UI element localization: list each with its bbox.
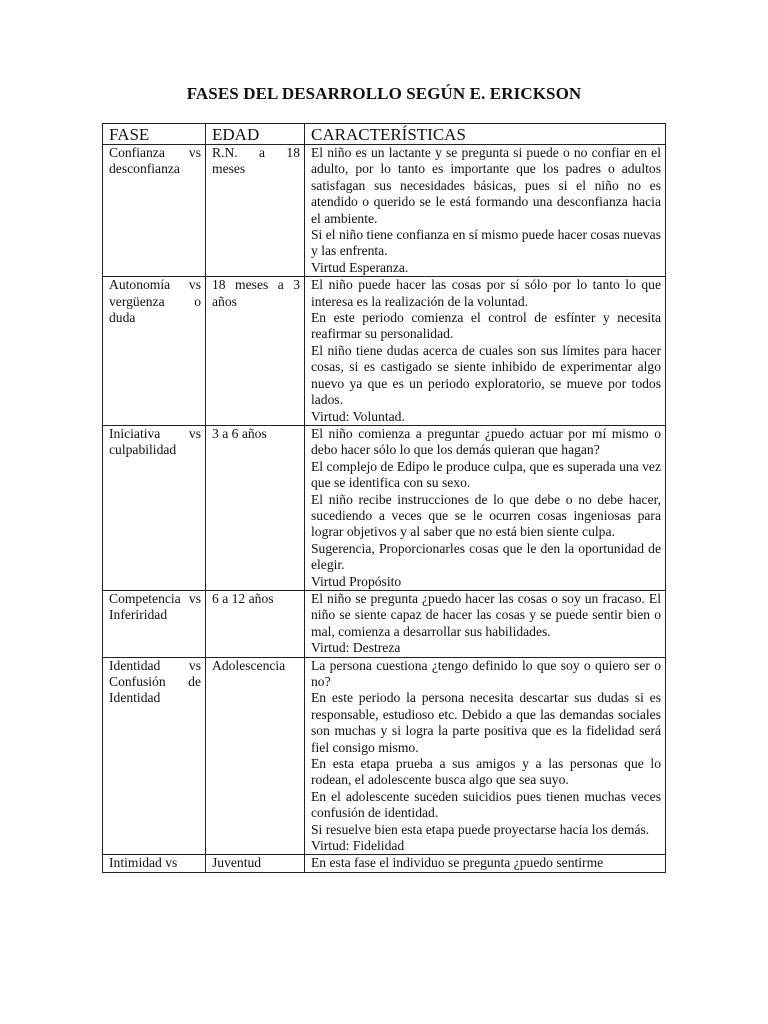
stage-name: Intimidad vs bbox=[103, 855, 206, 872]
table-row bbox=[103, 855, 666, 872]
characteristic-paragraph: En esta etapa prueba a sus amigos y a las personas que lo rodean, el adolescente busca algo que sea suyo. bbox=[311, 756, 661, 788]
erickson-stages-table bbox=[102, 123, 666, 873]
stage-virtue: Virtud Esperanza. bbox=[311, 259, 409, 275]
document-title: FASES DEL DESARROLLO SEGÚN E. ERICKSON bbox=[186, 84, 582, 103]
characteristic-paragraph: El niño se pregunta ¿puedo hacer las cosas o soy un fracaso. El niño se siente capaz de hacer las cosas y se puede sentir bien o mal, comienza a desarrollar sus habilidades. bbox=[311, 590, 661, 639]
stage-name: Iniciativa vs culpabilidad bbox=[103, 425, 206, 590]
stage-name: Competencia vs Inferiridad bbox=[103, 590, 206, 657]
stage-age: Juventud bbox=[206, 855, 305, 872]
stage-characteristics bbox=[305, 277, 666, 426]
characteristic-paragraph: Sugerencia, Proporcionarles cosas que le den la oportunidad de elegir. bbox=[311, 540, 661, 573]
table-row bbox=[103, 657, 666, 855]
characteristic-paragraph: El complejo de Edipo le produce culpa, que es superada una vez que se identifica con su sexo. bbox=[311, 458, 661, 491]
stage-name: Autonomía vs vergüenza o duda bbox=[103, 277, 206, 426]
table-row bbox=[103, 277, 666, 426]
stage-characteristics bbox=[305, 590, 666, 657]
table-row bbox=[103, 425, 666, 590]
stage-characteristics bbox=[305, 425, 666, 590]
stage-characteristics bbox=[305, 855, 666, 872]
characteristic-paragraph: En el adolescente suceden suicidios pues tienen muchas veces confusión de identidad. bbox=[311, 788, 661, 821]
characteristic-paragraph: El niño comienza a preguntar ¿puedo actuar por mí mismo o debo hacer sólo lo que los demás quieran que hagan? bbox=[311, 425, 661, 458]
characteristic-paragraph: En esta fase el individuo se pregunta ¿puedo sentirme bbox=[311, 855, 604, 871]
stage-age: 3 a 6 años bbox=[206, 425, 305, 590]
stage-age: Adolescencia bbox=[206, 657, 305, 855]
characteristic-paragraph: En este periodo la persona necesita descartar sus dudas si es responsable, estudioso etc. Debido a que las demandas sociales son muchas y si logra la parte positiva que es la fidelidad será fiel consigo mismo. bbox=[311, 690, 661, 755]
stage-name: Identidad vs Confusión de Identidad bbox=[103, 657, 206, 855]
characteristic-paragraph: La persona cuestiona ¿tengo definido lo que soy o quiero ser o no? bbox=[311, 657, 661, 689]
table-row bbox=[103, 145, 666, 277]
stage-age: 6 a 12 años bbox=[206, 590, 305, 657]
characteristic-paragraph: El niño recibe instrucciones de lo que debe o no debe hacer, sucediendo a veces que se le ocurren cosas ingeniosas para lograr objetivos y al saber que no está bien siente culpa. bbox=[311, 491, 661, 540]
table-header-row bbox=[103, 124, 666, 145]
stage-age: 18 meses a 3 años bbox=[206, 277, 305, 426]
stage-name: Confianza vs desconfianza bbox=[103, 145, 206, 277]
header-fase: FASE bbox=[103, 124, 206, 145]
characteristic-paragraph: El niño tiene dudas acerca de cuales son sus límites para hacer cosas, si es castigado se siente inhibido de experimentar algo nuevo ya que es un periodo exploratorio, se mueve por todos lados. bbox=[311, 342, 661, 408]
header-edad: EDAD bbox=[206, 124, 305, 145]
stage-characteristics bbox=[305, 145, 666, 277]
characteristic-paragraph: El niño puede hacer las cosas por sí sólo por lo tanto lo que interesa es la realización de la voluntad. bbox=[311, 277, 661, 309]
stage-virtue: Virtud: Fidelidad bbox=[311, 838, 405, 854]
stage-age: R.N. a 18 meses bbox=[206, 145, 305, 277]
characteristic-paragraph: El niño es un lactante y se pregunta si puede o no confiar en el adulto, por lo tanto es importante que los padres o adultos satisfagan sus necesidades básicas, pues si el niño no es atendido o querido se le está formando una desconfianza hacia el ambiente. bbox=[311, 145, 661, 226]
characteristic-paragraph: Si el niño tiene confianza en sí mismo puede hacer cosas nuevas y las enfrenta. bbox=[311, 227, 661, 259]
characteristic-paragraph: En este periodo comienza el control de esfínter y necesita reafirmar su personalidad. bbox=[311, 310, 661, 342]
table-row bbox=[103, 590, 666, 657]
characteristic-paragraph: Si resuelve bien esta etapa puede proyectarse hacia los demás. bbox=[311, 821, 650, 837]
stage-virtue: Virtud Propósito bbox=[311, 573, 402, 589]
stage-virtue: Virtud: Destreza bbox=[311, 640, 401, 656]
stage-virtue: Virtud: Voluntad. bbox=[311, 408, 405, 424]
header-caracteristicas: CARACTERÍSTICAS bbox=[305, 124, 666, 145]
stage-characteristics bbox=[305, 657, 666, 855]
